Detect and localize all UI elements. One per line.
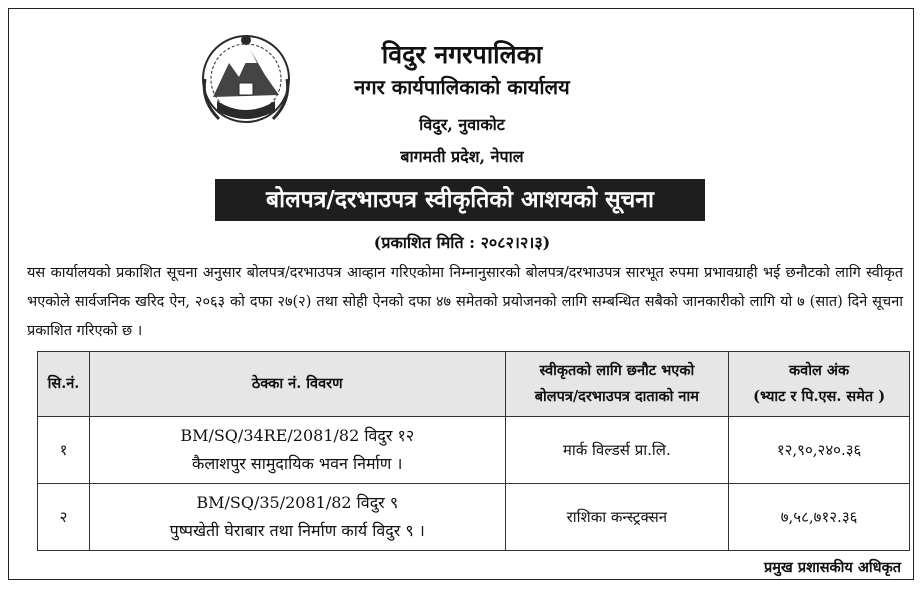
table-header-row (38, 352, 910, 417)
row-amount: ७,५८,७१२.३६ (729, 484, 910, 551)
row-contract (89, 484, 505, 551)
notice-title: बोलपत्र/दरभाउपत्र स्वीकृतिको आशयको सूचना (215, 179, 705, 221)
contract-description: कैलाशपुर सामुदायिक भवन निर्माण । (192, 454, 403, 473)
notice-page (8, 8, 914, 580)
header-amount-line1: कवोल अंक (789, 362, 850, 379)
office-subtitle: नगर कार्यपालिकाको कार्यालय (354, 75, 570, 99)
header-amount-line2: (भ्याट र पि.एस. समेत ) (753, 388, 886, 405)
award-table (37, 351, 910, 551)
row-bidder: मार्क विल्डर्स प्रा.लि. (505, 417, 729, 484)
signature-title: प्रमुख प्रशासकीय अधिकृत (764, 559, 901, 576)
contract-number: BM/SQ/34RE/2081/82 विदुर १२ (180, 426, 415, 445)
row-sn: २ (38, 484, 90, 551)
header-bidder-line2: बोलपत्र/दरभाउपत्र दाताको नाम (534, 388, 699, 405)
header-sn: सि.नं. (38, 352, 90, 417)
contract-number: BM/SQ/35/2081/82 विदुर ९ (196, 493, 399, 512)
contract-description: पुष्पखेती घेराबार तथा निर्माण कार्य विदुर ९ । (169, 521, 425, 540)
table-row (38, 484, 910, 551)
header-amount (729, 352, 910, 417)
published-date: (प्रकाशित मिति : २०८२।२।३) (373, 233, 551, 252)
header-contract: ठेक्का नं. विवरण (89, 352, 505, 417)
row-amount: १२,९०,२४०.३६ (729, 417, 910, 484)
header-bidder (505, 352, 729, 417)
notice-body: यस कार्यालयको प्रकाशित सूचना अनुसार बोलपत्र/दरभाउपत्र आव्हान गरिएकोमा निम्नानुसारको बोलपत्र/दरभाउपत्र सारभूत रुपमा प्रभावग्राही भई छनौटको लागि स्वीकृत भएकोले सार्वजनिक खरिद ऐन, २०६३ को दफा २७(२) तथा सोही ऐनको दफा ४७ समेतको प्रयोजनको लागि सम्बन्धित सबैको जानकारीको लागि यो ७ (सात) दिने सूचना प्रकाशित गरिएको छ । (27, 265, 903, 339)
address-line-1: विदुर, नुवाकोट (419, 115, 505, 134)
row-sn: १ (38, 417, 90, 484)
address-line-2: बागमती प्रदेश, नेपाल (400, 147, 524, 166)
table-row (38, 417, 910, 484)
header-bidder-line1: स्वीकृतको लागि छनौट भएको (539, 362, 695, 379)
row-contract (89, 417, 505, 484)
row-bidder: राशिका कन्स्ट्रक्सन (505, 484, 729, 551)
office-name: विदुर नगरपालिका (381, 40, 543, 69)
